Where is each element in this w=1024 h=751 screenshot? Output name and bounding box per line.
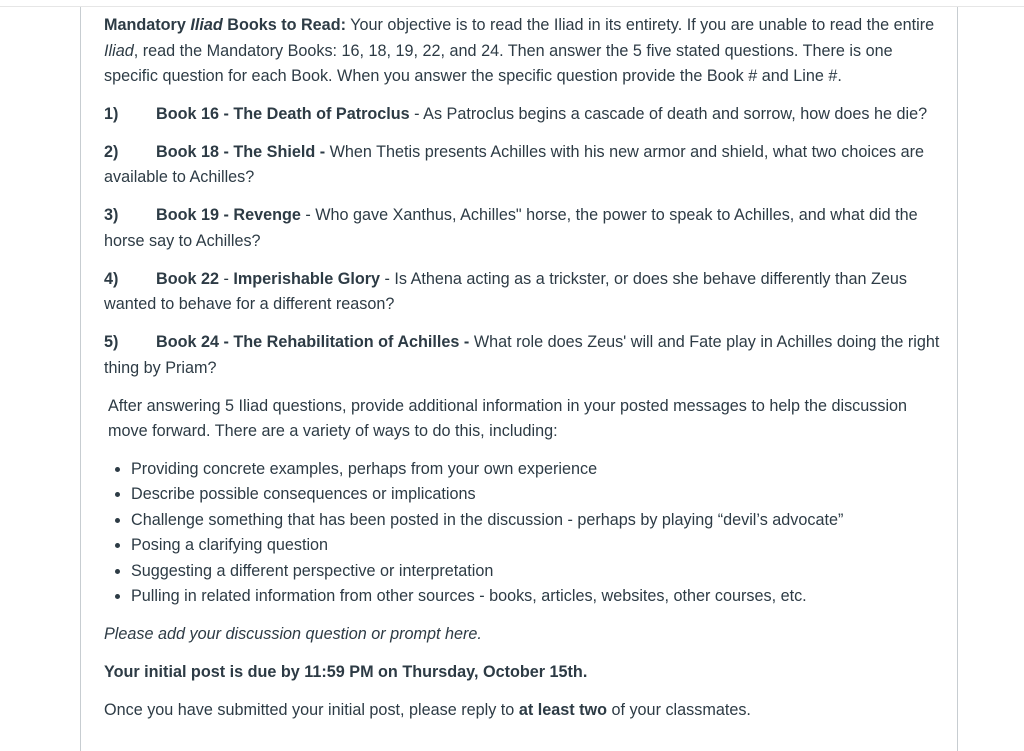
reply-bold: at least two (518, 700, 607, 719)
reply-text-2: of your classmates. (606, 700, 751, 719)
after-paragraph: After answering 5 Iliad questions, provide additional information in your posted messages to help the discussion move forward. There are a variety of ways to do this, including: (108, 396, 908, 440)
question-dash: - (300, 206, 316, 224)
question-4 (104, 267, 944, 318)
list-item: • Pulling in related information from other sources - books, articles, websites, other courses, etc. (131, 584, 944, 610)
list-item: • Describe possible consequences or implications (131, 482, 944, 508)
list-item: • Challenge something that has been posted in the discussion - perhaps by playing “devil’s advocate” (131, 508, 944, 534)
question-book: Book 18 - The Shield - (156, 142, 330, 161)
question-title: Imperishable Glory (233, 269, 381, 288)
question-5 (104, 330, 944, 381)
question-book: Book 16 - The Death of Patroclus (156, 104, 410, 123)
question-book: Book 22 (156, 269, 219, 288)
discussion-body (104, 13, 944, 723)
question-text: Is Athena acting as a trickster, or does she behave differently than Zeus wanted to behave for a different reason? (104, 269, 908, 313)
intro-iliad-italic: Iliad (104, 41, 134, 60)
list-item: • Posing a clarifying question (131, 533, 944, 559)
question-3 (104, 203, 944, 254)
intro-lead (104, 16, 346, 34)
list-item: • Suggesting a different perspective or interpretation (131, 559, 944, 585)
intro-lead-iliad: Iliad (190, 16, 223, 34)
intro-text-2: , read the Mandatory Books: 16, 18, 19, 22, and 24. Then answer the 5 five stated questions. There is one specific question for each Book. When you answer the specific question provide the Book # and Line #. (104, 41, 893, 85)
question-number: 5) (104, 333, 119, 351)
question-book: Book 24 - The Rehabilitation of Achilles - (156, 333, 474, 351)
list-item: • Providing concrete examples, perhaps from your own experience (131, 457, 944, 483)
intro-paragraph (104, 13, 944, 90)
intro-text-1: Your objective is to read the Iliad in its entirety. If you are unable to read the entire (345, 16, 935, 34)
question-dash: - (409, 104, 424, 123)
due-date: Your initial post is due by 11:59 PM on Thursday, October 15th. (104, 662, 588, 681)
prompt-placeholder: Please add your discussion question or prompt here. (104, 624, 482, 643)
question-number: 4) (104, 269, 119, 288)
question-number: 2) (104, 142, 119, 161)
question-text: When Thetis presents Achilles with his new armor and shield, what two choices are available to Achilles? (104, 142, 925, 186)
question-text: What role does Zeus' will and Fate play in Achilles doing the right thing by Priam? (104, 333, 940, 377)
question-2 (104, 140, 944, 191)
question-dash: - (380, 269, 395, 288)
question-1 (104, 102, 944, 128)
ways-list (104, 457, 944, 610)
question-number: 1) (104, 104, 119, 123)
question-text: As Patroclus begins a cascade of death and sorrow, how does he die? (423, 104, 928, 123)
question-sep: - (218, 269, 234, 288)
question-book: Book 19 - Revenge (156, 206, 301, 224)
question-number: 3) (104, 206, 119, 224)
reply-instruction (104, 698, 944, 724)
question-text: Who gave Xanthus, Achilles" horse, the power to speak to Achilles, and what did the horse say to Achilles? (104, 206, 918, 250)
intro-lead-text-2: Books to Read: (222, 16, 346, 34)
intro-lead-text-1: Mandatory (104, 16, 191, 34)
reply-text-1: Once you have submitted your initial post, please reply to (104, 700, 519, 719)
